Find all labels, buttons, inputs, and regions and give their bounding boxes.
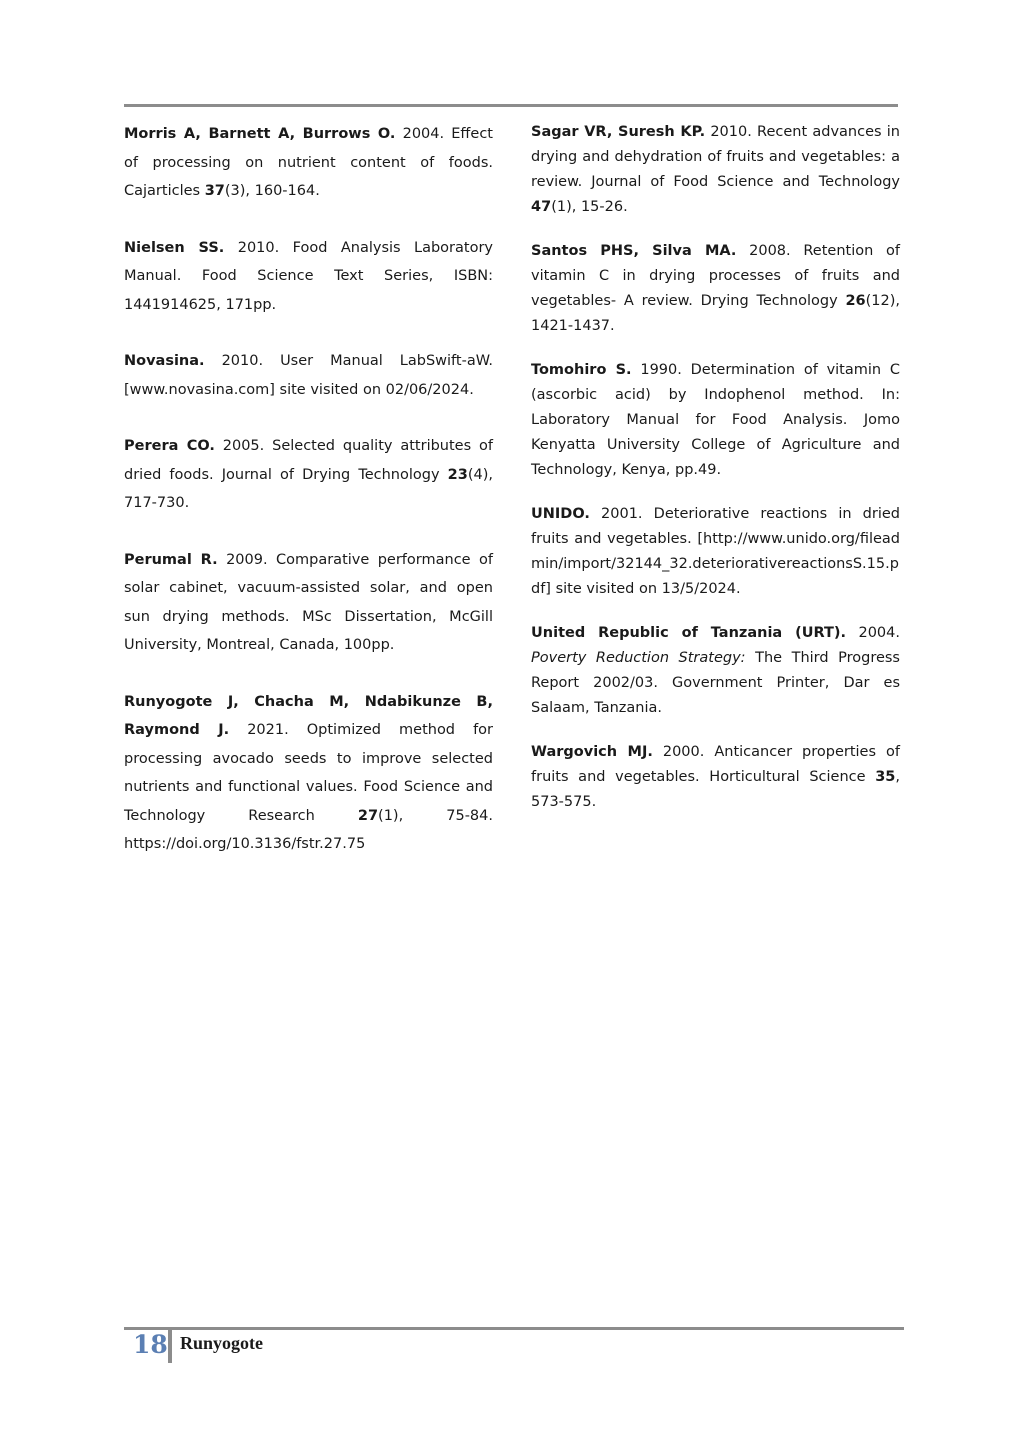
- reference-entry: [531, 621, 900, 721]
- reference-authors: Wargovich MJ.: [531, 744, 653, 760]
- reference-text: 2008. Retention of vitamin C in drying processes of fruits and vegetables- A review. Drying Technology: [531, 243, 901, 309]
- reference-text: 2009. Comparative performance of solar cabinet, vacuum-assisted solar, and open sun drying methods. MSc Dissertation, McGill University, Montreal, Canada, 100pp.: [124, 551, 493, 653]
- reference-entry: [531, 239, 900, 339]
- reference-entry: [531, 502, 900, 602]
- page-number: 18: [133, 1330, 168, 1359]
- reference-text: 2004.: [858, 625, 900, 641]
- reference-pages: site visited on 13/5/2024.: [550, 581, 741, 597]
- references-column-right: [531, 120, 900, 834]
- reference-volume: 23: [447, 466, 468, 483]
- reference-authors: Perumal R.: [124, 551, 218, 568]
- reference-volume: 27: [357, 807, 379, 824]
- reference-text: 2000. Anticancer properties of fruits and vegetables. Horticultural Science: [531, 744, 900, 785]
- reference-url[interactable]: [http://www.unido.org/fileadmin/import/32144_32.deteriorativereactionsS.15.pdf]: [531, 531, 900, 597]
- reference-pages: , 573-575.: [531, 769, 900, 810]
- reference-volume: 26: [845, 293, 866, 309]
- reference-text: 1990. Determination of vitamin C (ascorbic acid) by Indophenol method. In: Laboratory Manual for Food Analysis. Jomo Kenyatta University College of Agriculture and Technology, Kenya, pp.49.: [531, 362, 901, 478]
- reference-pages: (12), 1421-1437.: [531, 293, 900, 334]
- reference-authors: UNIDO.: [531, 506, 590, 522]
- reference-authors: Perera CO.: [124, 438, 215, 454]
- reference-authors: Runyogote J, Chacha M, Ndabikunze B, Raymond J.: [124, 693, 493, 738]
- footer-divider: [168, 1330, 172, 1363]
- reference-entry: [531, 358, 900, 483]
- reference-entry: [531, 740, 900, 815]
- reference-volume: 47: [531, 199, 552, 215]
- reference-text: 2010. Recent advances in drying and dehydration of fruits and vegetables: a review. Journal of Food Science and Technology: [531, 124, 900, 190]
- reference-text: 2010. User Manual LabSwift-aW. [www.novasina.com] site visited on 02/06/2024.: [124, 353, 493, 398]
- reference-title-italic: Poverty Reduction Strategy:: [531, 650, 746, 666]
- reference-authors: Tomohiro S.: [531, 362, 632, 378]
- reference-authors: Santos PHS, Silva MA.: [531, 243, 737, 259]
- reference-volume: 37: [204, 183, 225, 199]
- reference-authors: Novasina.: [124, 353, 205, 369]
- reference-entry: [124, 234, 493, 320]
- reference-text: 2005. Selected quality attributes of dried foods. Journal of Drying Technology: [124, 438, 494, 483]
- reference-entry: [124, 546, 493, 660]
- header-rule: [124, 104, 898, 107]
- reference-authors: Morris A, Barnett A, Burrows O.: [124, 126, 396, 142]
- reference-entry: [124, 432, 493, 518]
- reference-pages: (3), 160-164.: [224, 183, 320, 199]
- footer-rule: [124, 1327, 904, 1330]
- reference-authors: Sagar VR, Suresh KP.: [531, 124, 706, 140]
- reference-volume: 35: [875, 769, 896, 785]
- reference-pages: (4), 717-730.: [124, 466, 493, 511]
- reference-entry: [531, 120, 900, 220]
- reference-authors: Nielsen SS.: [124, 239, 225, 256]
- reference-pages: The Third Progress Report 2002/03. Government Printer, Dar es Salaam, Tanzania.: [531, 650, 900, 716]
- references-column-left: [124, 120, 493, 887]
- reference-text: 2010. Food Analysis Laboratory Manual. Food Science Text Series, ISBN: 1441914625, 171pp.: [124, 239, 493, 313]
- reference-entry: [124, 688, 493, 859]
- reference-pages: (1), 75-84. https://doi.org/10.3136/fstr.27.75: [124, 807, 493, 852]
- reference-entry: [124, 347, 493, 404]
- reference-text: 2001. Deteriorative reactions in dried fruits and vegetables.: [531, 506, 901, 547]
- reference-authors: United Republic of Tanzania (URT).: [531, 625, 847, 641]
- reference-text: 2021. Optimized method for processing avocado seeds to improve selected nutrients and functional values. Food Science and Technology Research: [124, 722, 494, 824]
- reference-entry: [124, 120, 493, 206]
- reference-text: 2004. Effect of processing on nutrient content of foods. Cajarticles: [124, 126, 493, 199]
- reference-pages: (1), 15-26.: [551, 199, 628, 215]
- running-head: Runyogote: [180, 1333, 264, 1353]
